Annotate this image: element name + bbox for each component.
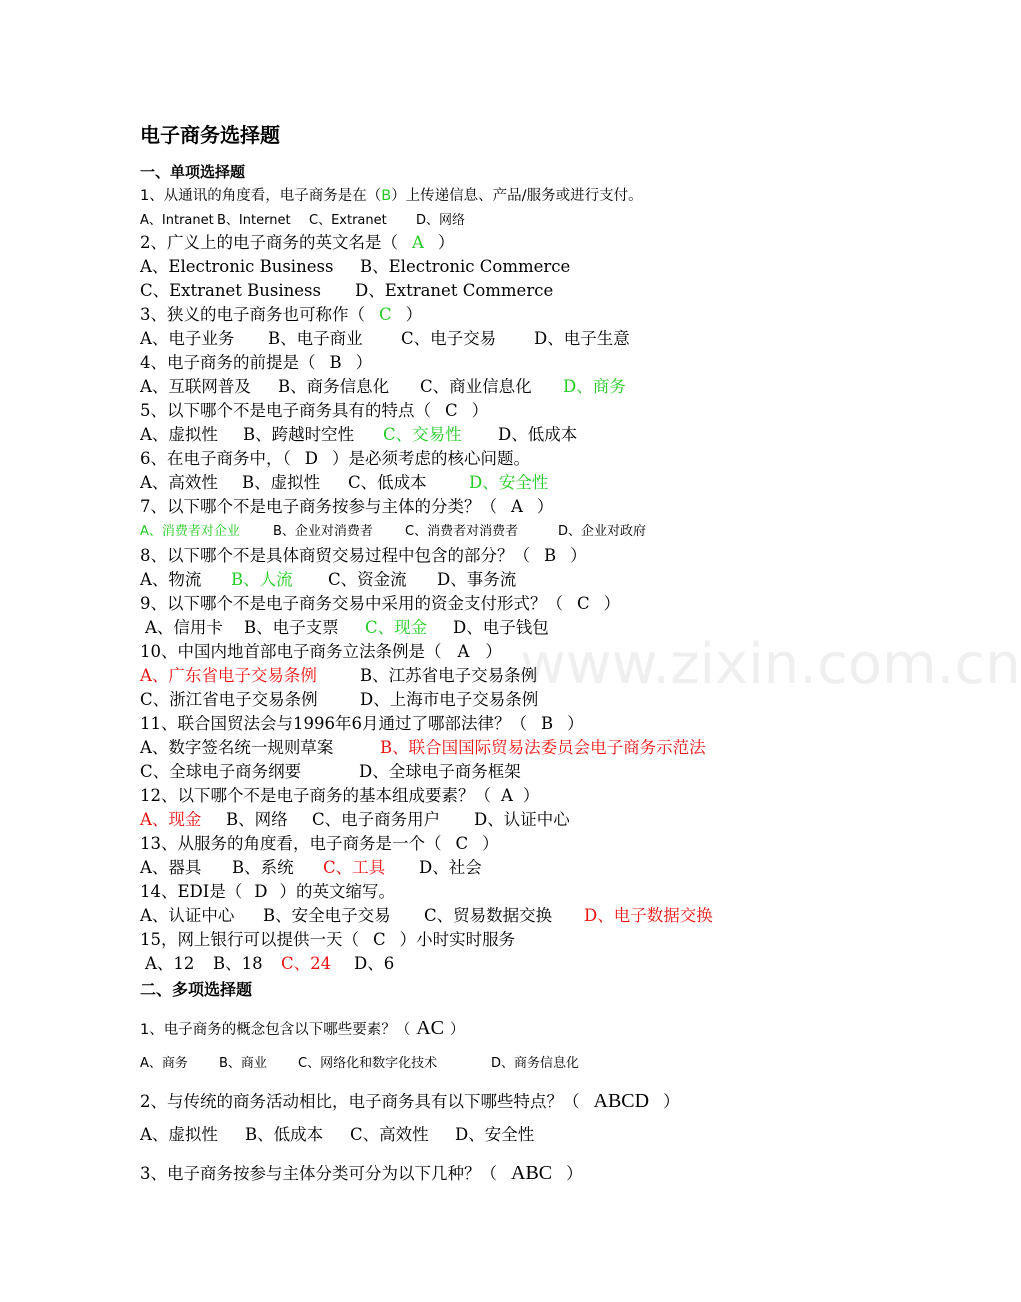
option: C、电子商务用户 <box>312 810 441 829</box>
option: A、Intranet <box>140 213 214 228</box>
question-text: ） <box>437 233 455 252</box>
answer-mark: C <box>577 594 590 613</box>
question-text: ）上传递信息、产品/服务或进行支付。 <box>391 188 643 204</box>
option: C、贸易数据交换 <box>424 906 553 925</box>
options-line <box>140 761 521 783</box>
question-line <box>140 448 530 470</box>
option: C、低成本 <box>348 473 427 492</box>
question-line <box>140 713 584 735</box>
question-line <box>140 833 499 855</box>
question-text: ） <box>570 546 587 565</box>
option: A、12 <box>145 954 195 973</box>
question-text: ） <box>522 786 540 805</box>
question-line <box>140 304 422 326</box>
answer-mark: A <box>457 642 470 661</box>
question-text: ） <box>485 642 502 661</box>
option: B、电子商业 <box>268 329 363 348</box>
options-line <box>145 617 549 639</box>
option: A、物流 <box>140 570 202 589</box>
watermark: www.zixin.com.cn <box>520 632 1021 697</box>
document-title: 电子商务选择题 <box>140 123 280 147</box>
question-line <box>140 593 620 615</box>
question-text: ） <box>355 353 373 372</box>
options-line <box>140 737 706 759</box>
question-text: 3、狭义的电子商务也可称作（ <box>140 305 365 324</box>
question-text: 9、以下哪个不是电子商务交易中采用的资金支付形式？（ <box>140 594 563 613</box>
question-line <box>140 186 643 206</box>
question-text: 8、以下哪个不是具体商贸交易过程中包含的部分？（ <box>140 546 530 565</box>
option: D、电子钱包 <box>453 618 549 637</box>
question-line <box>140 1018 465 1040</box>
option: B、Electronic Commerce <box>360 257 571 276</box>
question-text: 15，网上银行可以提供一天（ <box>140 930 359 949</box>
question-line <box>140 1090 680 1113</box>
answer-mark: A <box>501 786 513 805</box>
option: D、商务 <box>563 377 626 396</box>
option: A、数字签名统一规则草案 <box>140 738 334 757</box>
question-line <box>140 352 372 374</box>
option: C、商业信息化 <box>420 377 532 396</box>
option: B、Internet <box>217 213 291 228</box>
question-text: ） <box>603 594 621 613</box>
question-line <box>140 232 454 254</box>
question-text: 7、以下哪个不是电子商务按参与主体的分类？（ <box>140 497 497 516</box>
option: B、系统 <box>232 858 294 877</box>
question-text: 13、从服务的角度看，电子商务是一个（ <box>140 834 442 853</box>
options-line <box>140 905 713 927</box>
options-line <box>140 211 465 231</box>
options-line <box>140 857 482 879</box>
question-text: ） <box>471 401 489 420</box>
option: C、全球电子商务纲要 <box>140 762 302 781</box>
question-text: 6、在电子商务中，（ <box>140 449 291 468</box>
option: D、网络 <box>416 213 466 228</box>
options-line <box>140 472 548 494</box>
question-text: 14、EDI是（ <box>140 882 243 901</box>
option: D、商务信息化 <box>491 1056 580 1071</box>
option: D、社会 <box>419 858 482 877</box>
option: D、事务流 <box>437 570 517 589</box>
question-text: ） <box>536 497 554 516</box>
question-text: ）小时实时服务 <box>399 930 516 949</box>
option: A、认证中心 <box>140 906 235 925</box>
option: C、现金 <box>365 618 428 637</box>
option: A、虚拟性 <box>140 1125 218 1144</box>
option: B、江苏省电子交易条例 <box>360 666 538 685</box>
question-line <box>140 1162 583 1185</box>
question-text: 11、联合国贸法会与1996年6月通过了哪部法律？（ <box>140 714 527 733</box>
option: D、上海市电子交易条例 <box>360 690 539 709</box>
answer-mark: A <box>412 233 424 252</box>
answer-mark: AC <box>416 1017 445 1039</box>
question-line <box>140 496 553 518</box>
answer-mark: C <box>445 401 458 420</box>
options-line <box>140 665 537 687</box>
question-text: 1、电子商务的概念包含以下哪些要素？（ <box>140 1022 411 1038</box>
option: A、虚拟性 <box>140 425 218 444</box>
question-text: 12、以下哪个不是电子商务的基本组成要素？（ <box>140 786 491 805</box>
option: B、低成本 <box>245 1125 324 1144</box>
question-text: ） <box>450 1022 465 1038</box>
option: A、高效性 <box>140 473 218 492</box>
question-text: ）是必须考虑的核心问题。 <box>331 449 530 468</box>
question-text: ） <box>405 305 423 324</box>
question-text: ） <box>566 1164 583 1183</box>
question-line <box>140 785 539 807</box>
answer-mark: C <box>373 930 386 949</box>
option: A、器具 <box>140 858 202 877</box>
section-heading-single: 一、单项选择题 <box>140 163 246 181</box>
answer-mark: C <box>455 834 469 853</box>
question-text: 2、与传统的商务活动相比，电子商务具有以下哪些特点？（ <box>140 1092 580 1111</box>
question-line <box>140 400 488 422</box>
question-text: ） <box>567 714 584 733</box>
option: C、消费者对消费者 <box>405 524 519 539</box>
option: D、全球电子商务框架 <box>359 762 521 781</box>
option: B、18 <box>213 954 263 973</box>
option: C、24 <box>281 954 332 973</box>
answer-mark: ABCD <box>593 1090 650 1112</box>
question-text: 2、广义上的电子商务的英文名是（ <box>140 233 398 252</box>
answer-mark: C <box>379 305 392 324</box>
options-line <box>140 328 630 350</box>
option: A、消费者对企业 <box>140 524 240 539</box>
option: B、网络 <box>226 810 288 829</box>
option: D、企业对政府 <box>558 524 647 539</box>
question-text: ）的英文缩写。 <box>279 882 396 901</box>
option: D、电子生意 <box>534 329 630 348</box>
question-line <box>140 881 395 903</box>
option: C、浙江省电子交易条例 <box>140 690 318 709</box>
question-text: ） <box>663 1092 680 1111</box>
option: D、安全性 <box>469 473 549 492</box>
options-line <box>140 689 538 711</box>
options-line <box>145 953 394 975</box>
answer-mark: D <box>254 882 268 901</box>
option: C、网络化和数字化技术 <box>298 1056 438 1071</box>
options-line <box>140 1124 534 1146</box>
option: A、电子业务 <box>140 329 235 348</box>
answer-mark: D <box>304 449 318 468</box>
option: D、电子数据交换 <box>584 906 713 925</box>
option: B、安全电子交易 <box>263 906 391 925</box>
question-text: 4、电子商务的前提是（ <box>140 353 316 372</box>
option: C、高效性 <box>350 1125 429 1144</box>
option: B、商务信息化 <box>278 377 390 396</box>
option: A、商务 <box>140 1056 188 1071</box>
option: D、安全性 <box>455 1125 535 1144</box>
option: B、企业对消费者 <box>273 524 373 539</box>
option: A、现金 <box>140 810 202 829</box>
options-line <box>140 809 570 831</box>
option: B、电子支票 <box>244 618 339 637</box>
question-text: 1、从通讯的角度看，电子商务是在（ <box>140 188 382 204</box>
option: B、人流 <box>231 570 293 589</box>
question-line <box>140 545 587 567</box>
question-text: ） <box>482 834 499 853</box>
option: C、工具 <box>323 858 386 877</box>
answer-mark: B <box>544 546 557 565</box>
answer-mark: A <box>511 497 523 516</box>
options-line <box>140 424 577 446</box>
option: B、跨越时空性 <box>243 425 355 444</box>
answer-mark: B <box>329 353 342 372</box>
options-line <box>140 1054 579 1074</box>
option: C、交易性 <box>383 425 462 444</box>
question-text: 5、以下哪个不是电子商务具有的特点（ <box>140 401 431 420</box>
option: B、联合国国际贸易法委员会电子商务示范法 <box>380 738 706 757</box>
option: D、认证中心 <box>474 810 570 829</box>
options-line <box>140 569 516 591</box>
question-text: 3、电子商务按参与主体分类可分为以下几种？（ <box>140 1164 497 1183</box>
option: A、广东省电子交易条例 <box>140 666 317 685</box>
answer-mark: B <box>541 714 554 733</box>
option: C、资金流 <box>328 570 407 589</box>
question-line <box>140 929 515 951</box>
option: A、互联网普及 <box>140 377 251 396</box>
options-line <box>140 280 553 302</box>
question-line <box>140 641 502 663</box>
answer-mark: B <box>381 188 392 204</box>
option: C、Extranet <box>309 213 387 228</box>
option: D、Extranet Commerce <box>355 281 554 300</box>
option: A、信用卡 <box>145 618 223 637</box>
options-line <box>140 522 646 542</box>
option: C、Extranet Business <box>140 281 321 300</box>
option: B、商业 <box>219 1056 267 1071</box>
answer-mark: ABC <box>511 1162 553 1184</box>
question-text: 10、中国内地首部电子商务立法条例是（ <box>140 642 442 661</box>
section-heading-multi: 二、多项选择题 <box>140 980 253 999</box>
option: D、6 <box>354 954 395 973</box>
options-line <box>140 376 626 398</box>
option: D、低成本 <box>498 425 578 444</box>
option: B、虚拟性 <box>242 473 321 492</box>
option: A、Electronic Business <box>140 257 334 276</box>
options-line <box>140 256 570 278</box>
option: C、电子交易 <box>401 329 497 348</box>
